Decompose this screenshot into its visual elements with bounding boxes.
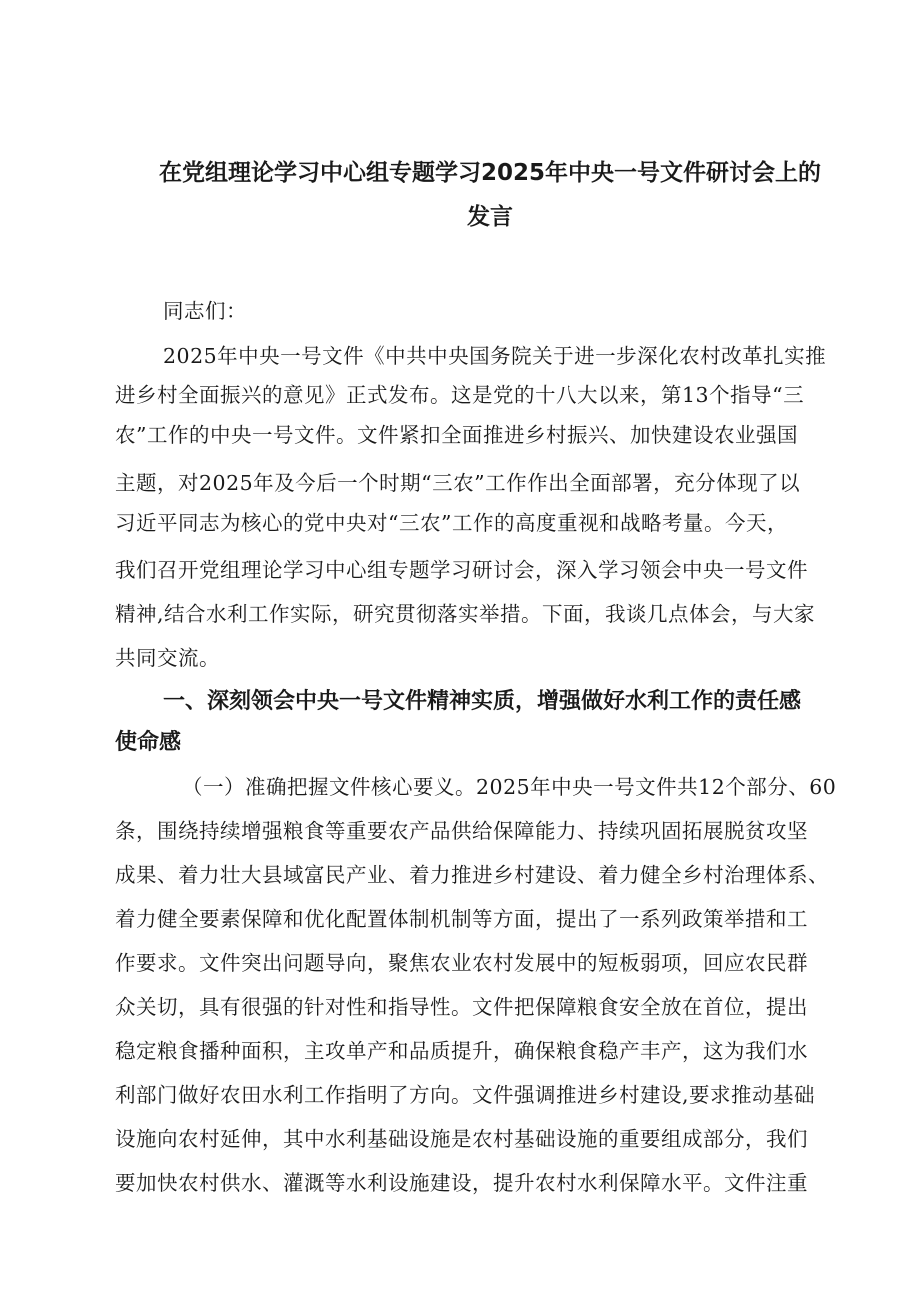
paragraph-1-line: 共同交流。 (115, 646, 220, 670)
section-heading-line: 使命感 (115, 730, 182, 755)
paragraph-2-line: 利部门做好农田水利工作指明了方向。文件强调推进乡村建设,要求推动基础 (115, 1083, 816, 1107)
document-title-line-2: 发言 (467, 204, 513, 230)
document-title-line-1: 在党组理论学习中心组专题学习2025年中央一号文件研讨会上的 (158, 160, 821, 186)
paragraph-2-line: 着力健全要素保障和优化配置体制机制等方面，提出了一系列政策举措和工 (115, 907, 808, 931)
paragraph-2-line: （一）准确把握文件核心要义。2025年中央一号文件共12个部分、60 (182, 775, 837, 799)
paragraph-2-line: 众关切，具有很强的针对性和指导性。文件把保障粮食安全放在首位，提出 (115, 995, 808, 1019)
paragraph-1-line: 农”工作的中央一号文件。文件紧扣全面推进乡村振兴、加快建设农业强国 (115, 423, 798, 447)
paragraph-2-line: 成果、着力壮大县域富民产业、着力推进乡村建设、着力健全乡村治理体系、 (115, 863, 829, 887)
paragraph-1-line: 习近平同志为核心的党中央对“三农”工作的高度重视和战略考量。今天， (115, 511, 788, 535)
paragraph-2-line: 设施向农村延伸，其中水利基础设施是农村基础设施的重要组成部分，我们 (115, 1127, 808, 1151)
paragraph-1-line: 我们召开党组理论学习中心组专题学习研讨会，深入学习领会中央一号文件 (115, 558, 808, 582)
paragraph-2-line: 稳定粮食播种面积，主攻单产和品质提升，确保粮食稳产丰产，这为我们水 (115, 1039, 808, 1063)
paragraph-2-line: 条，围绕持续增强粮食等重要农产品供给保障能力、持续巩固拓展脱贫攻坚 (115, 819, 808, 843)
paragraph-2-line: 作要求。文件突出问题导向，聚焦农业农村发展中的短板弱项，回应农民群 (115, 951, 808, 975)
paragraph-1-line: 主题，对2025年及今后一个时期“三农”工作作出全面部署，充分体现了以 (115, 471, 801, 495)
section-heading-line: 一、深刻领会中央一号文件精神实质，增强做好水利工作的责任感 (163, 689, 802, 714)
paragraph-2-line: 要加快农村供水、灌溉等水利设施建设，提升农村水利保障水平。文件注重 (115, 1171, 808, 1195)
salutation: 同志们： (163, 299, 247, 323)
paragraph-1-line: 进乡村全面振兴的意见》正式发布。这是党的十八大以来，第13个指导“三 (115, 383, 805, 407)
paragraph-1-line: 精神,结合水利工作实际，研究贯彻落实举措。下面，我谈几点体会，与大家 (115, 602, 816, 626)
paragraph-1-line: 2025年中央一号文件《中共中央国务院关于进一步深化农村改革扎实推 (163, 344, 827, 368)
